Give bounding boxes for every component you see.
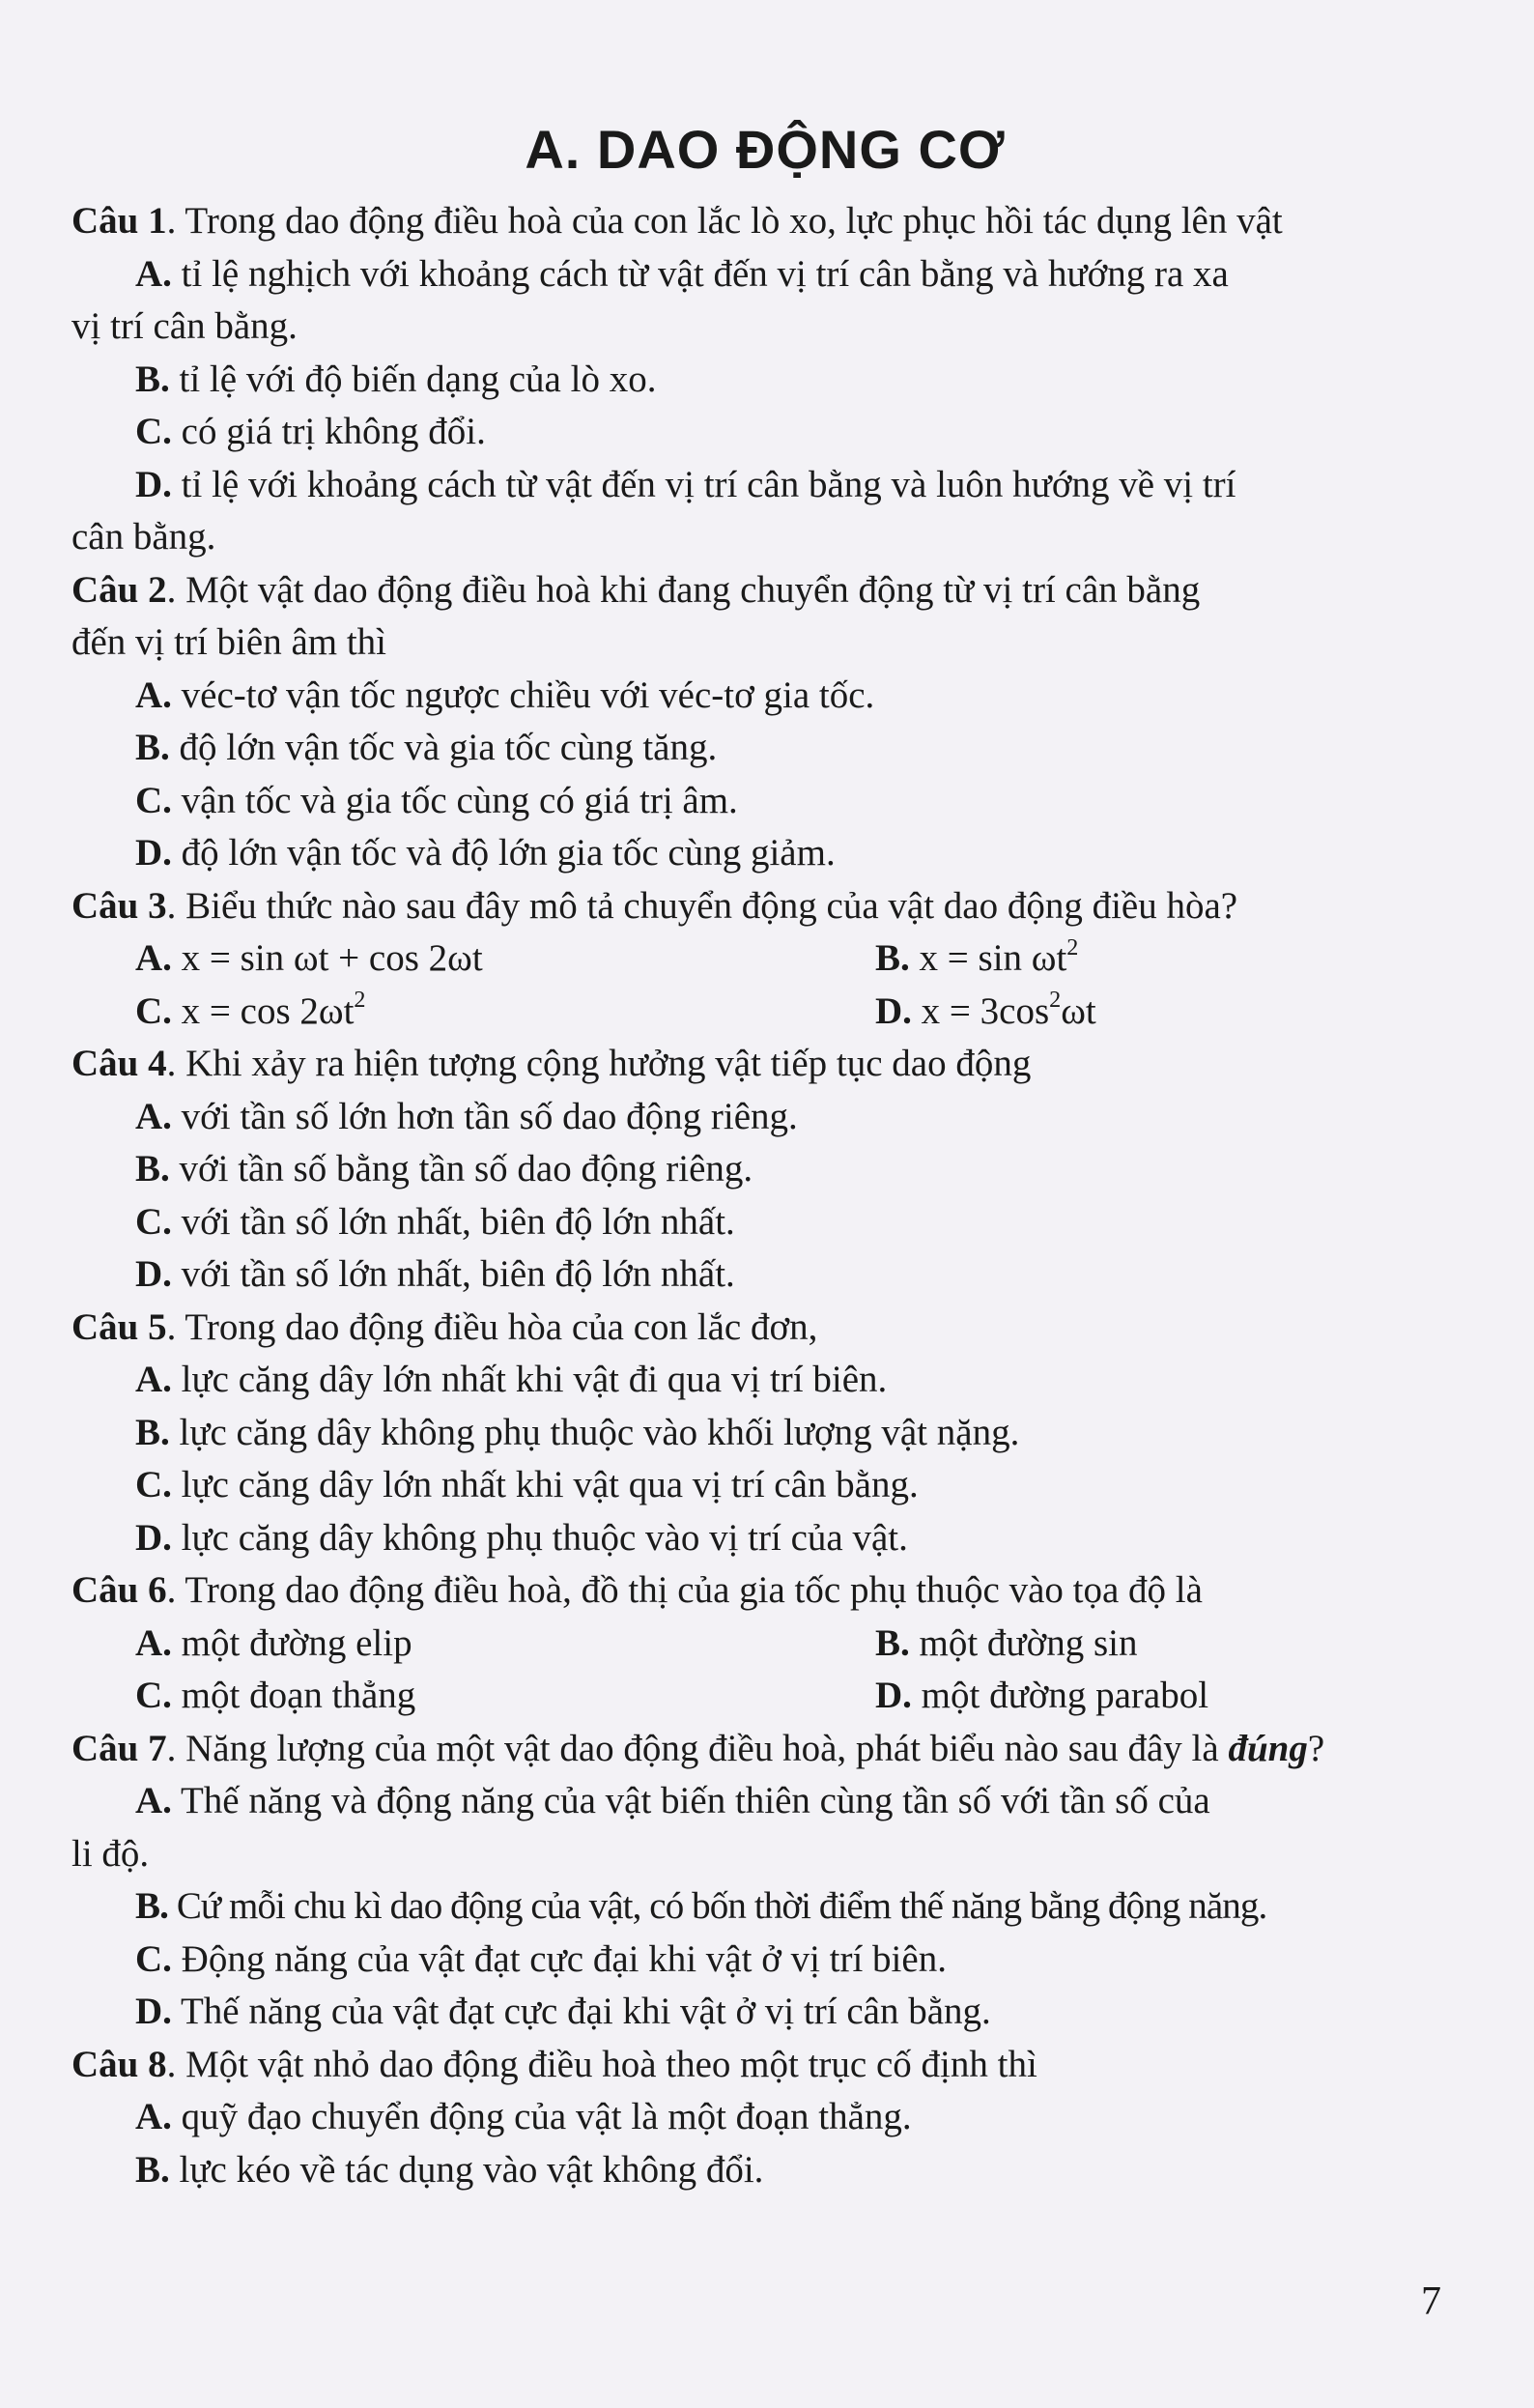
question-2: [71, 564, 1459, 880]
option-c: [135, 1934, 1459, 1987]
question-text: . Năng lượng của một vật dao động điều hoà, phát biểu nào sau đây là: [166, 1727, 1229, 1769]
question-text: . Trong dao động điều hoà của con lắc lò xo, lực phục hồi tác dụng lên vật: [166, 200, 1283, 242]
option-row: [135, 986, 1459, 1039]
question-stem: [71, 1302, 1459, 1355]
option-letter: D.: [875, 989, 912, 1032]
option-text: lực căng dây lớn nhất khi vật qua vị trí cân bằng.: [171, 1464, 919, 1505]
option-c: [135, 406, 1459, 459]
option-text: x = sin ωt + cos 2ωt: [171, 937, 483, 979]
option-letter: B.: [875, 937, 910, 979]
question-5: [71, 1302, 1459, 1565]
option-letter: B.: [875, 1621, 910, 1664]
option-letter: B.: [135, 2148, 170, 2191]
question-text: . Trong dao động điều hoà, đồ thị của gia tốc phụ thuộc vào tọa độ là: [166, 1569, 1203, 1611]
question-label: Câu 8: [71, 2043, 167, 2085]
option-letter: D.: [135, 1991, 172, 2032]
question-stem: [71, 2039, 1459, 2092]
option-a: [135, 1354, 1459, 1407]
option-letter: A.: [135, 1621, 172, 1664]
option-text: lực căng dây không phụ thuộc vào vị trí của vật.: [171, 1516, 908, 1559]
question-label: Câu 7: [71, 1727, 167, 1769]
question-text: . Khi xảy ra hiện tượng cộng hưởng vật tiếp tục dao động: [166, 1043, 1032, 1084]
option-letter: B.: [135, 1148, 170, 1190]
option-text: x = cos 2ωt: [171, 989, 355, 1032]
question-label: Câu 5: [71, 1305, 167, 1348]
option-b: [135, 2144, 1459, 2197]
option-letter: A.: [135, 2096, 172, 2137]
option-text: với tần số lớn nhất, biên độ lớn nhất.: [171, 1200, 735, 1243]
option-b: [875, 1618, 1137, 1671]
question-7: [71, 1723, 1459, 2039]
option-c: [135, 1670, 875, 1723]
question-stem: [71, 1564, 1459, 1618]
option-letter: B.: [135, 1885, 168, 1927]
option-letter: C.: [135, 1937, 172, 1980]
option-b: [135, 1880, 1459, 1934]
option-letter: D.: [135, 463, 172, 505]
question-label: Câu 4: [71, 1043, 167, 1084]
question-stem: [71, 195, 1459, 248]
option-a: [135, 1091, 1459, 1144]
question-stem: [71, 564, 1459, 670]
option-a: [135, 670, 1459, 723]
option-text: tỉ lệ với khoảng cách từ vật đến vị trí cân bằng và luôn hướng về vị trí: [171, 463, 1236, 505]
question-list: [71, 195, 1459, 2196]
option-letter: A.: [135, 1780, 172, 1821]
option-letter: B.: [135, 1411, 170, 1453]
question-6: [71, 1564, 1459, 1723]
question-stem: [71, 1723, 1459, 1776]
option-letter: A.: [135, 1095, 172, 1137]
question-8: [71, 2039, 1459, 2197]
option-b: [135, 354, 1459, 407]
option-text: Thế năng và động năng của vật biến thiên cùng tần số với tần số của: [171, 1780, 1210, 1821]
option-text: x = 3cos: [911, 989, 1050, 1032]
option-text: tỉ lệ với độ biến dạng của lò xo.: [169, 358, 657, 400]
option-exponent: 2: [1049, 987, 1062, 1014]
option-letter: C.: [135, 989, 172, 1032]
option-letter: C.: [135, 1200, 172, 1243]
option-letter: C.: [135, 411, 172, 452]
option-b: [875, 932, 1078, 986]
option-text: vận tốc và gia tốc cùng có giá trị âm.: [171, 779, 738, 821]
question-text-end: ?: [1307, 1727, 1325, 1769]
option-letter: C.: [135, 1464, 172, 1505]
question-text: . Một vật nhỏ dao động điều hoà theo một trục cố định thì: [166, 2043, 1037, 2085]
option-text: một đường parabol: [911, 1675, 1209, 1716]
option-text: Cứ mỗi chu kì dao động của vật, có bốn thời điểm thế năng bằng động năng.: [167, 1885, 1267, 1927]
question-4: [71, 1038, 1459, 1302]
option-letter: B.: [135, 358, 170, 400]
option-letter: C.: [135, 779, 172, 821]
option-letter: A.: [135, 937, 172, 979]
option-letter: D.: [875, 1675, 912, 1716]
option-text-continued: li độ.: [71, 1832, 150, 1875]
question-label: Câu 6: [71, 1569, 167, 1611]
option-b: [135, 1143, 1459, 1196]
option-text: độ lớn vận tốc và gia tốc cùng tăng.: [169, 727, 718, 768]
page-title: A. DAO ĐỘNG CƠ: [525, 119, 1006, 180]
question-text: . Một vật dao động điều hoà khi đang chuyển động từ vị trí cân bằng: [166, 568, 1201, 611]
option-letter: D.: [135, 1516, 172, 1559]
option-text-continued: cân bằng.: [71, 516, 216, 558]
option-c: [135, 775, 1459, 828]
question-label: Câu 3: [71, 884, 167, 927]
option-text: x = sin ωt: [909, 937, 1067, 979]
option-text: một đoạn thẳng: [171, 1675, 416, 1716]
option-c: [135, 1459, 1459, 1512]
question-text: . Biểu thức nào sau đây mô tả chuyển động của vật dao động điều hòa?: [166, 884, 1238, 927]
option-exponent: 2: [1066, 933, 1079, 960]
option-a: [135, 2091, 1459, 2144]
option-d: [135, 1986, 1459, 2039]
option-text: một đường sin: [909, 1621, 1138, 1664]
option-text: lực căng dây lớn nhất khi vật đi qua vị trí biên.: [171, 1359, 888, 1400]
question-stem: [71, 880, 1459, 933]
option-d: [135, 1248, 1459, 1302]
question-text: . Trong dao động điều hòa của con lắc đơn,: [166, 1305, 818, 1348]
option-text: với tần số lớn nhất, biên độ lớn nhất.: [171, 1253, 735, 1295]
option-d: [875, 1670, 1208, 1723]
option-d: [135, 1512, 1459, 1565]
option-letter: D.: [135, 832, 172, 874]
option-text: véc-tơ vận tốc ngược chiều với véc-tơ gia tốc.: [171, 674, 875, 716]
option-letter: C.: [135, 1675, 172, 1716]
option-text: với tần số bằng tần số dao động riêng.: [169, 1148, 753, 1190]
option-row: [135, 932, 1459, 986]
option-b: [135, 722, 1459, 775]
option-letter: A.: [135, 1359, 172, 1400]
question-stem: [71, 1038, 1459, 1091]
option-text: có giá trị không đổi.: [171, 411, 486, 452]
option-text: một đường elip: [171, 1621, 412, 1664]
option-a: [71, 248, 1459, 354]
option-text: với tần số lớn hơn tần số dao động riêng.: [171, 1095, 798, 1137]
option-row: [135, 1618, 1459, 1671]
option-text-end: ωt: [1061, 989, 1096, 1032]
option-text: lực căng dây không phụ thuộc vào khối lượng vật nặng.: [169, 1411, 1020, 1453]
option-d: [875, 986, 1096, 1039]
option-d: [135, 827, 1459, 880]
option-text: độ lớn vận tốc và độ lớn gia tốc cùng giảm.: [171, 832, 836, 874]
option-a: [135, 932, 875, 986]
option-text: Động năng của vật đạt cực đại khi vật ở vị trí biên.: [171, 1937, 947, 1980]
option-letter: D.: [135, 1253, 172, 1295]
option-letter: B.: [135, 727, 170, 768]
page-number: 7: [1421, 2279, 1441, 2324]
option-text: lực kéo về tác dụng vào vật không đổi.: [169, 2148, 764, 2191]
question-label: Câu 1: [71, 200, 167, 242]
option-d: [71, 459, 1459, 564]
question-3: [71, 880, 1459, 1039]
option-letter: A.: [135, 252, 172, 295]
option-text: tỉ lệ nghịch với khoảng cách từ vật đến vị trí cân bằng và hướng ra xa: [171, 252, 1229, 295]
option-c: [135, 986, 875, 1039]
option-row: [135, 1670, 1459, 1723]
question-1: [71, 195, 1459, 564]
question-text-continued: đến vị trí biên âm thì: [71, 621, 387, 663]
option-a: [135, 1618, 875, 1671]
option-text: quỹ đạo chuyển động của vật là một đoạn thẳng.: [171, 2096, 912, 2137]
option-text: Thế năng của vật đạt cực đại khi vật ở vị trí cân bằng.: [171, 1991, 991, 2032]
option-letter: A.: [135, 674, 172, 716]
option-a: [71, 1775, 1459, 1880]
option-text-continued: vị trí cân bằng.: [71, 305, 298, 347]
option-b: [135, 1407, 1459, 1460]
option-exponent: 2: [354, 987, 366, 1014]
question-emphasis: đúng: [1228, 1727, 1308, 1769]
option-c: [135, 1196, 1459, 1249]
question-label: Câu 2: [71, 568, 167, 611]
